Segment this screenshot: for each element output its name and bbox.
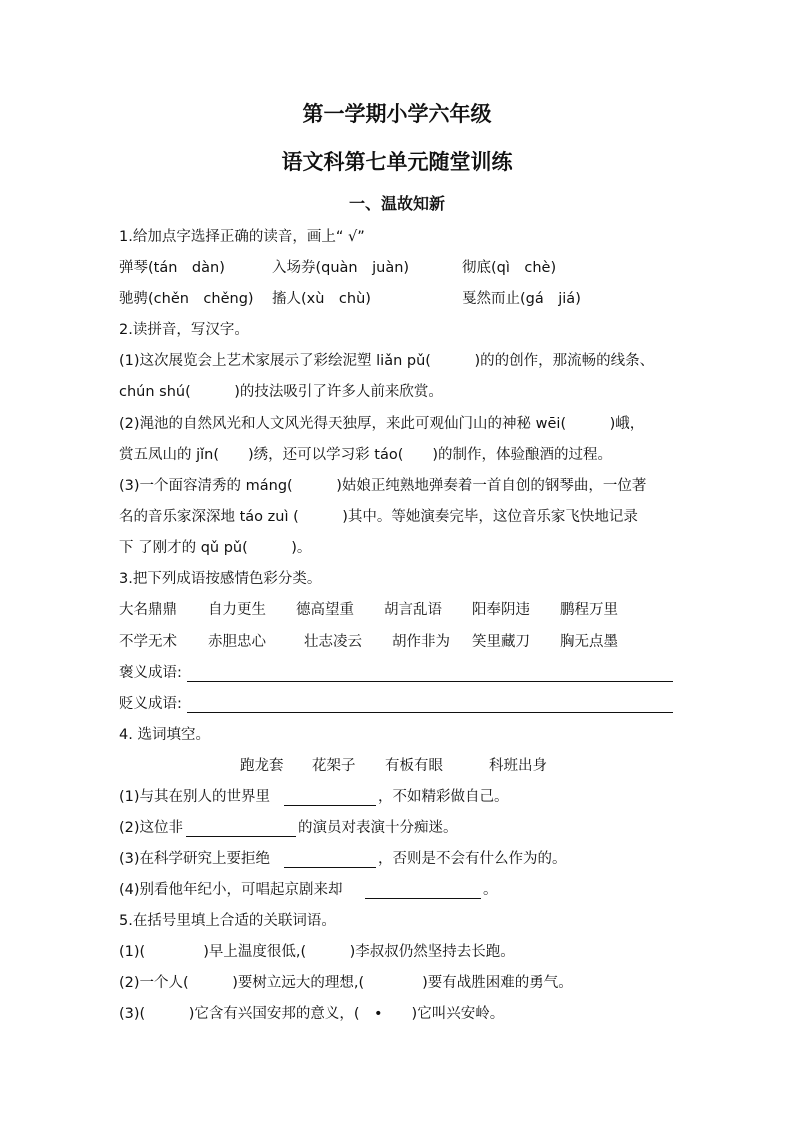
q2-line: chún shú( )的技法吸引了许多人前来欣赏。 [119,384,443,400]
idiom: 大名鼎鼎 [119,602,177,618]
q5-line: (3)( )它含有兴国安邦的意义，( • )它叫兴安岭。 [119,1006,505,1022]
word-option: 花架子 [312,758,356,774]
q1-item: 戛然而止(gá jiá) [462,291,581,307]
q1-item: 入场券(quàn juàn) [272,260,410,276]
q5-line: (1)( )早上温度很低,( )李叔叔仍然坚持去长跑。 [119,944,515,960]
idiom: 笑里藏刀 [472,634,530,650]
q3-prompt: 3.把下列成语按感情色彩分类。 [119,571,322,587]
word-option: 有板有眼 [385,758,443,774]
idiom: 胸无点墨 [560,634,618,650]
section-heading: 一、温故知新 [348,194,445,213]
idiom: 鹏程万里 [560,602,618,618]
q4-prompt: 4. 选词填空。 [119,727,210,743]
q4-s4-end: 。 [483,882,498,898]
idiom: 德高望重 [296,602,354,618]
idiom: 自力更生 [208,602,266,618]
q1-item: 搐人(xù chù) [272,291,371,307]
q4-s1-start: (1)与其在别人的世界里 [119,789,271,805]
word-option: 跑龙套 [240,758,284,774]
q4-blank-4[interactable] [365,898,481,899]
q4-blank-3[interactable] [284,867,376,868]
q4-s3-end: ，否则是不会有什么作为的。 [378,851,567,867]
q2-prompt: 2.读拼音，写汉字。 [119,322,249,338]
q2-line: 下 了刚才的 qǔ pǔ( )。 [119,540,312,556]
q1-item: 弹琴(tán dàn) [119,260,225,276]
word-option: 科班出身 [489,758,547,774]
praise-answer-line[interactable] [187,681,673,682]
q4-s2-end: 的演员对表演十分痴迷。 [298,820,458,836]
q1-prompt: 1.给加点字选择正确的读音，画上“ √” [119,229,365,245]
q2-line: 赏五凤山的 jǐn( )绣，还可以学习彩 táo( )的制作，体验酿酒的过程。 [119,447,613,463]
idiom: 胡言乱语 [384,602,442,618]
idiom: 不学无术 [119,634,177,650]
q4-blank-1[interactable] [284,805,376,806]
q5-line: (2)一个人( )要树立远大的理想,( )要有战胜困难的勇气。 [119,975,573,991]
q4-blank-2[interactable] [186,836,296,837]
q2-line: (1)这次展览会上艺术家展示了彩绘泥塑 liǎn pǔ( )的的创作，那流畅的线条、 [119,353,655,369]
q4-s4-start: (4)别看他年纪小，可唱起京剧来却 [119,882,343,898]
idiom: 赤胆忠心 [208,634,266,650]
idiom: 阳奉阴违 [472,602,530,618]
q2-line: (3)一个面容清秀的 máng( )姑娘正纯熟地弹奏着一首自创的钢琴曲，一位著 [119,478,647,494]
q4-s3-start: (3)在科学研究上要拒绝 [119,851,271,867]
title-unit: 语文科第七单元随堂训练 [281,150,513,174]
derog-label: 贬义成语: [119,696,182,712]
q5-prompt: 5.在括号里填上合适的关联词语。 [119,913,336,929]
q2-line: 名的音乐家深深地 táo zuì ( )其中。等她演奏完毕，这位音乐家飞快地记录 [119,509,638,525]
idiom: 壮志凌云 [304,634,362,650]
q1-item: 驰骋(chěn chěng) [119,291,254,307]
q4-s1-end: ，不如精彩做自己。 [378,789,509,805]
idiom: 胡作非为 [392,634,450,650]
q4-s2-start: (2)这位非 [119,820,184,836]
q1-item: 彻底(qì chè) [462,260,557,276]
q2-line: (2)渑池的自然风光和人文风光得天独厚，来此可观仙门山的神秘 wēi( )峨， [119,416,645,432]
title-grade: 第一学期小学六年级 [302,102,492,126]
derog-answer-line[interactable] [187,712,673,713]
praise-label: 褒义成语: [119,665,182,681]
